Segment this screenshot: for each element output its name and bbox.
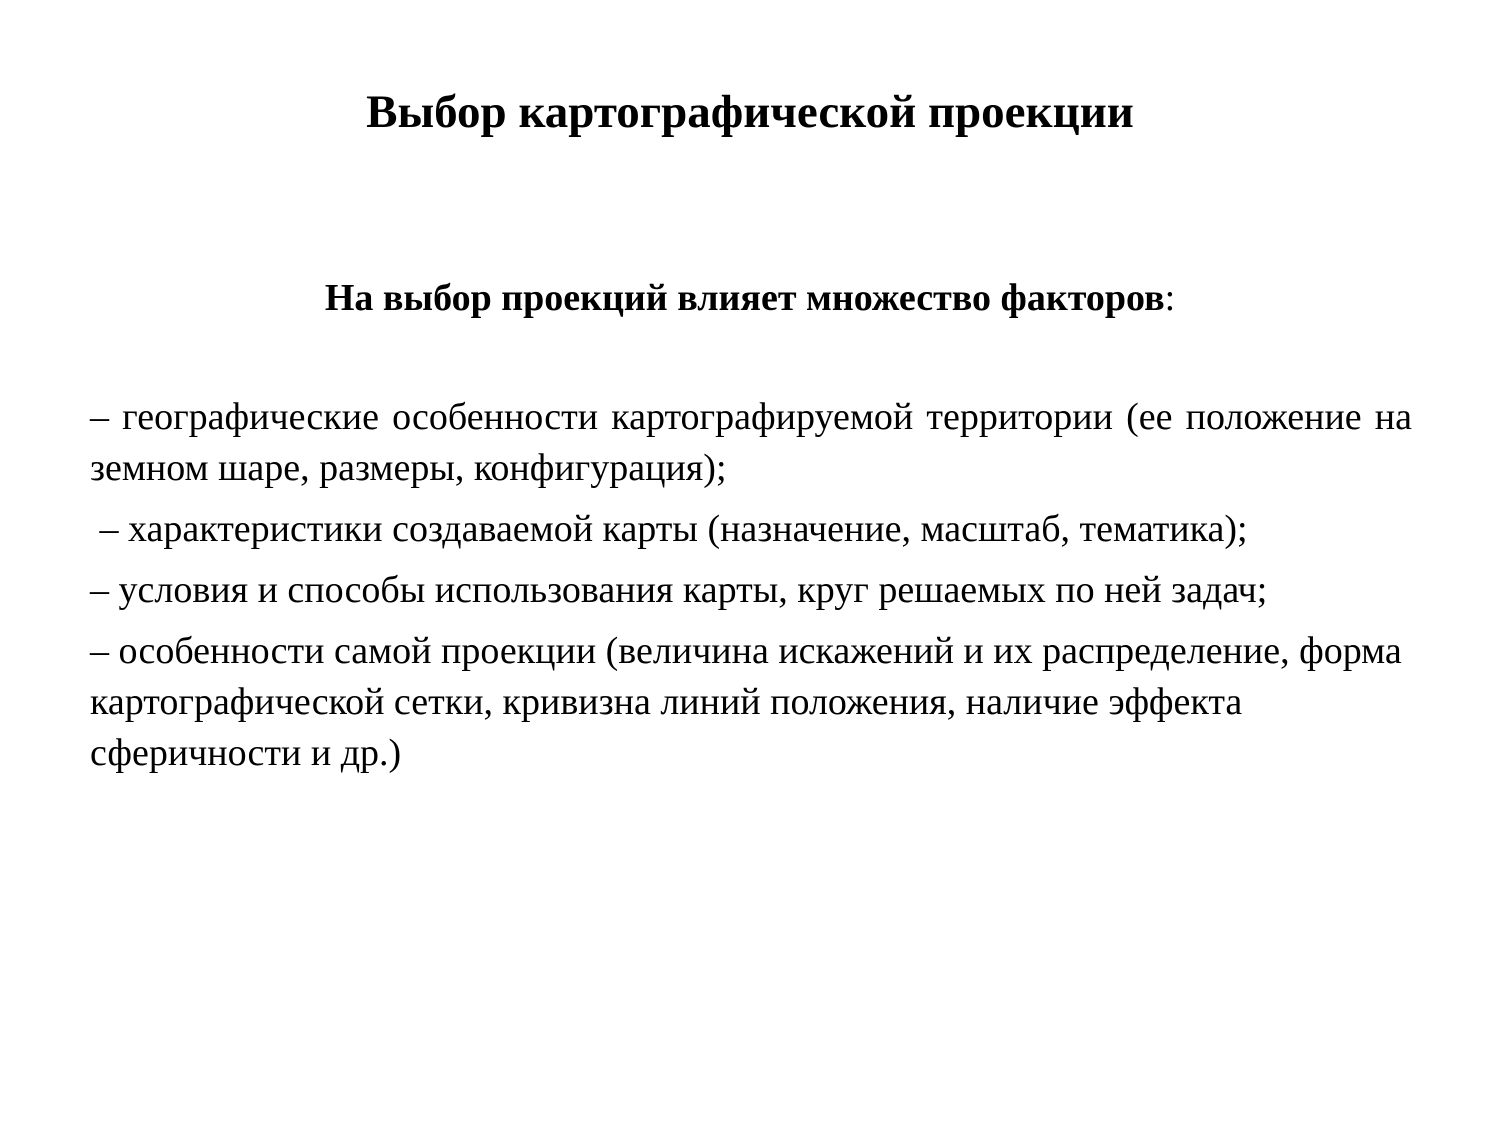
factors-list [90,392,1412,789]
slide-title: Выбор картографической проекции [366,86,1134,138]
slide-subtitle [0,275,1500,321]
list-item: – географические особенности картографируемой территории (ее положение на земном шаре, размеры, конфигурация); [90,396,1412,489]
list-item: – условия и способы использования карты, круг решаемых по ней задач; [90,569,1268,611]
subtitle-suffix: : [1164,277,1176,319]
list-item: – характеристики создаваемой карты (назначение, масштаб, тематика); [90,508,1248,550]
subtitle-text: На выбор проекций влияет множество факторов [324,277,1165,319]
list-item: – особенности самой проекции (величина искажений и их распределение, форма картографической сетки, кривизна линий положения, наличие эффекта сферичности и др.) [90,630,1402,774]
